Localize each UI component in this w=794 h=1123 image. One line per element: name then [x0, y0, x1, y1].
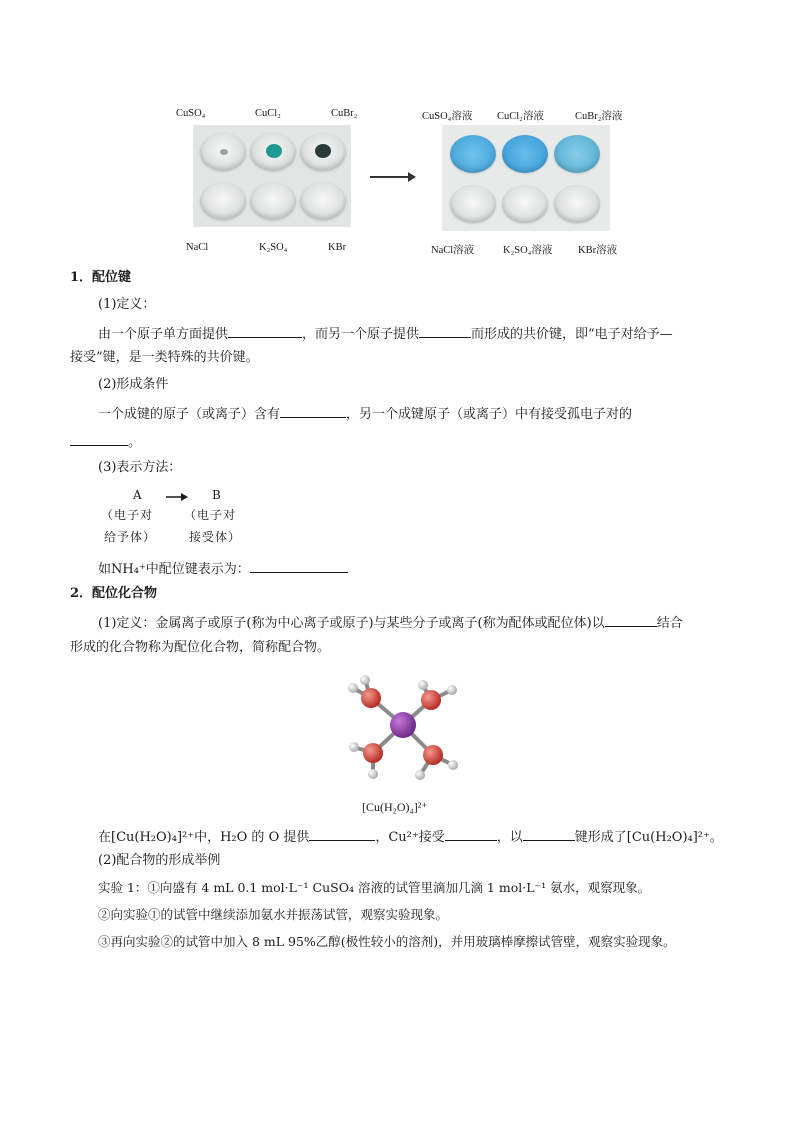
condition-text-line: 。	[70, 430, 141, 453]
condition-text-line: 一个成键的原子（或离子）含有 ，另一个成键原子（或离子）中有接受孤电子对的	[98, 402, 632, 425]
condition-title: (2)形成条件	[98, 377, 169, 392]
cu-h2o-4-molecule-model	[335, 675, 475, 790]
formation-title: (2)配合物的形成举例	[98, 853, 221, 868]
label-cucl2: CuCl₂	[255, 108, 281, 119]
donor-symbol: A	[133, 488, 143, 502]
label-cubr2: CuBr₂	[331, 108, 358, 119]
molecule-caption: [Cu(H₂O)₄]²⁺	[362, 800, 428, 814]
donor-label-line2: 给予体）	[104, 530, 157, 544]
definition-text-line: 由一个原子单方面提供 ，而另一个原子提供 而形成的共价键，即“电子对给予—	[98, 322, 673, 345]
label-nacl-solution: NaCl溶液	[431, 245, 475, 256]
complex-definition-line: (1)定义：金属离子或原子(称为中心离子或原子)与某些分子或离子(称为配体或配位体)以 结合	[98, 611, 683, 634]
answer-blank	[523, 825, 575, 841]
experiment-step-2: ②向实验①的试管中继续添加氨水并振荡试管，观察实验现象。	[98, 907, 449, 922]
answer-blank	[280, 402, 346, 418]
answer-blank	[228, 322, 302, 338]
answer-blank	[605, 611, 657, 627]
answer-blank	[250, 557, 348, 573]
answer-blank	[419, 322, 471, 338]
answer-blank	[70, 430, 128, 446]
label-cuso4-solution: CuSO₄溶液	[422, 111, 473, 122]
label-cucl2-solution: CuCl₂溶液	[497, 111, 544, 122]
complex-definition-line: 形成的化合物称为配位化合物，简称配合物。	[70, 640, 331, 655]
cubr2-solid	[315, 144, 331, 158]
answer-blank	[309, 825, 375, 841]
label-k2so4-solution: K₂SO₄溶液	[503, 245, 553, 256]
label-cuso4: CuSO₄	[176, 108, 206, 119]
arrow-icon	[166, 492, 188, 502]
label-kbr-solution: KBr溶液	[578, 245, 618, 256]
donor-label-line1: （电子对	[101, 508, 154, 522]
answer-blank	[445, 825, 497, 841]
spot-plate-right	[442, 125, 610, 231]
acceptor-symbol: B	[212, 488, 222, 502]
definition-text-line: 接受”键，是一类特殊的共价键。	[70, 350, 259, 365]
experiment-step-1: 实验 1：①向盛有 4 mL 0.1 mol·L⁻¹ CuSO₄ 溶液的试管里滴加几滴 1 mol·L⁻¹ 氨水，观察现象。	[98, 880, 651, 895]
representation-title: (3)表示方法：	[98, 460, 182, 475]
section-heading: 2．配位化合物	[70, 586, 158, 601]
definition-title: (1)定义：	[98, 297, 156, 312]
nh4-example-line: 如NH₄⁺中配位键表示为：	[98, 557, 348, 580]
label-cubr2-solution: CuBr₂溶液	[575, 111, 623, 122]
label-k2so4: K₂SO₄	[259, 242, 288, 253]
experiment-step-3: ③再向实验②的试管中加入 8 mL 95%乙醇(极性较小的溶剂)，并用玻璃棒摩擦试管壁，观察实验现象。	[98, 934, 676, 949]
cucl2-solid	[266, 144, 282, 158]
cuso4-solid	[220, 149, 228, 155]
acceptor-label-line1: （电子对	[184, 508, 237, 522]
label-kbr: KBr	[328, 242, 347, 253]
acceptor-label-line2: 接受体）	[189, 530, 242, 544]
spot-plate-left	[193, 125, 351, 227]
arrow-icon	[370, 176, 414, 178]
label-nacl: NaCl	[186, 242, 209, 253]
section-heading: 1．配位键	[70, 270, 132, 285]
complex-example-line: 在[Cu(H₂O)₄]²⁺中，H₂O 的 O 提供 ，Cu²⁺接受 ，以 键形成了[Cu(H₂O)₄]²⁺。	[98, 825, 723, 848]
